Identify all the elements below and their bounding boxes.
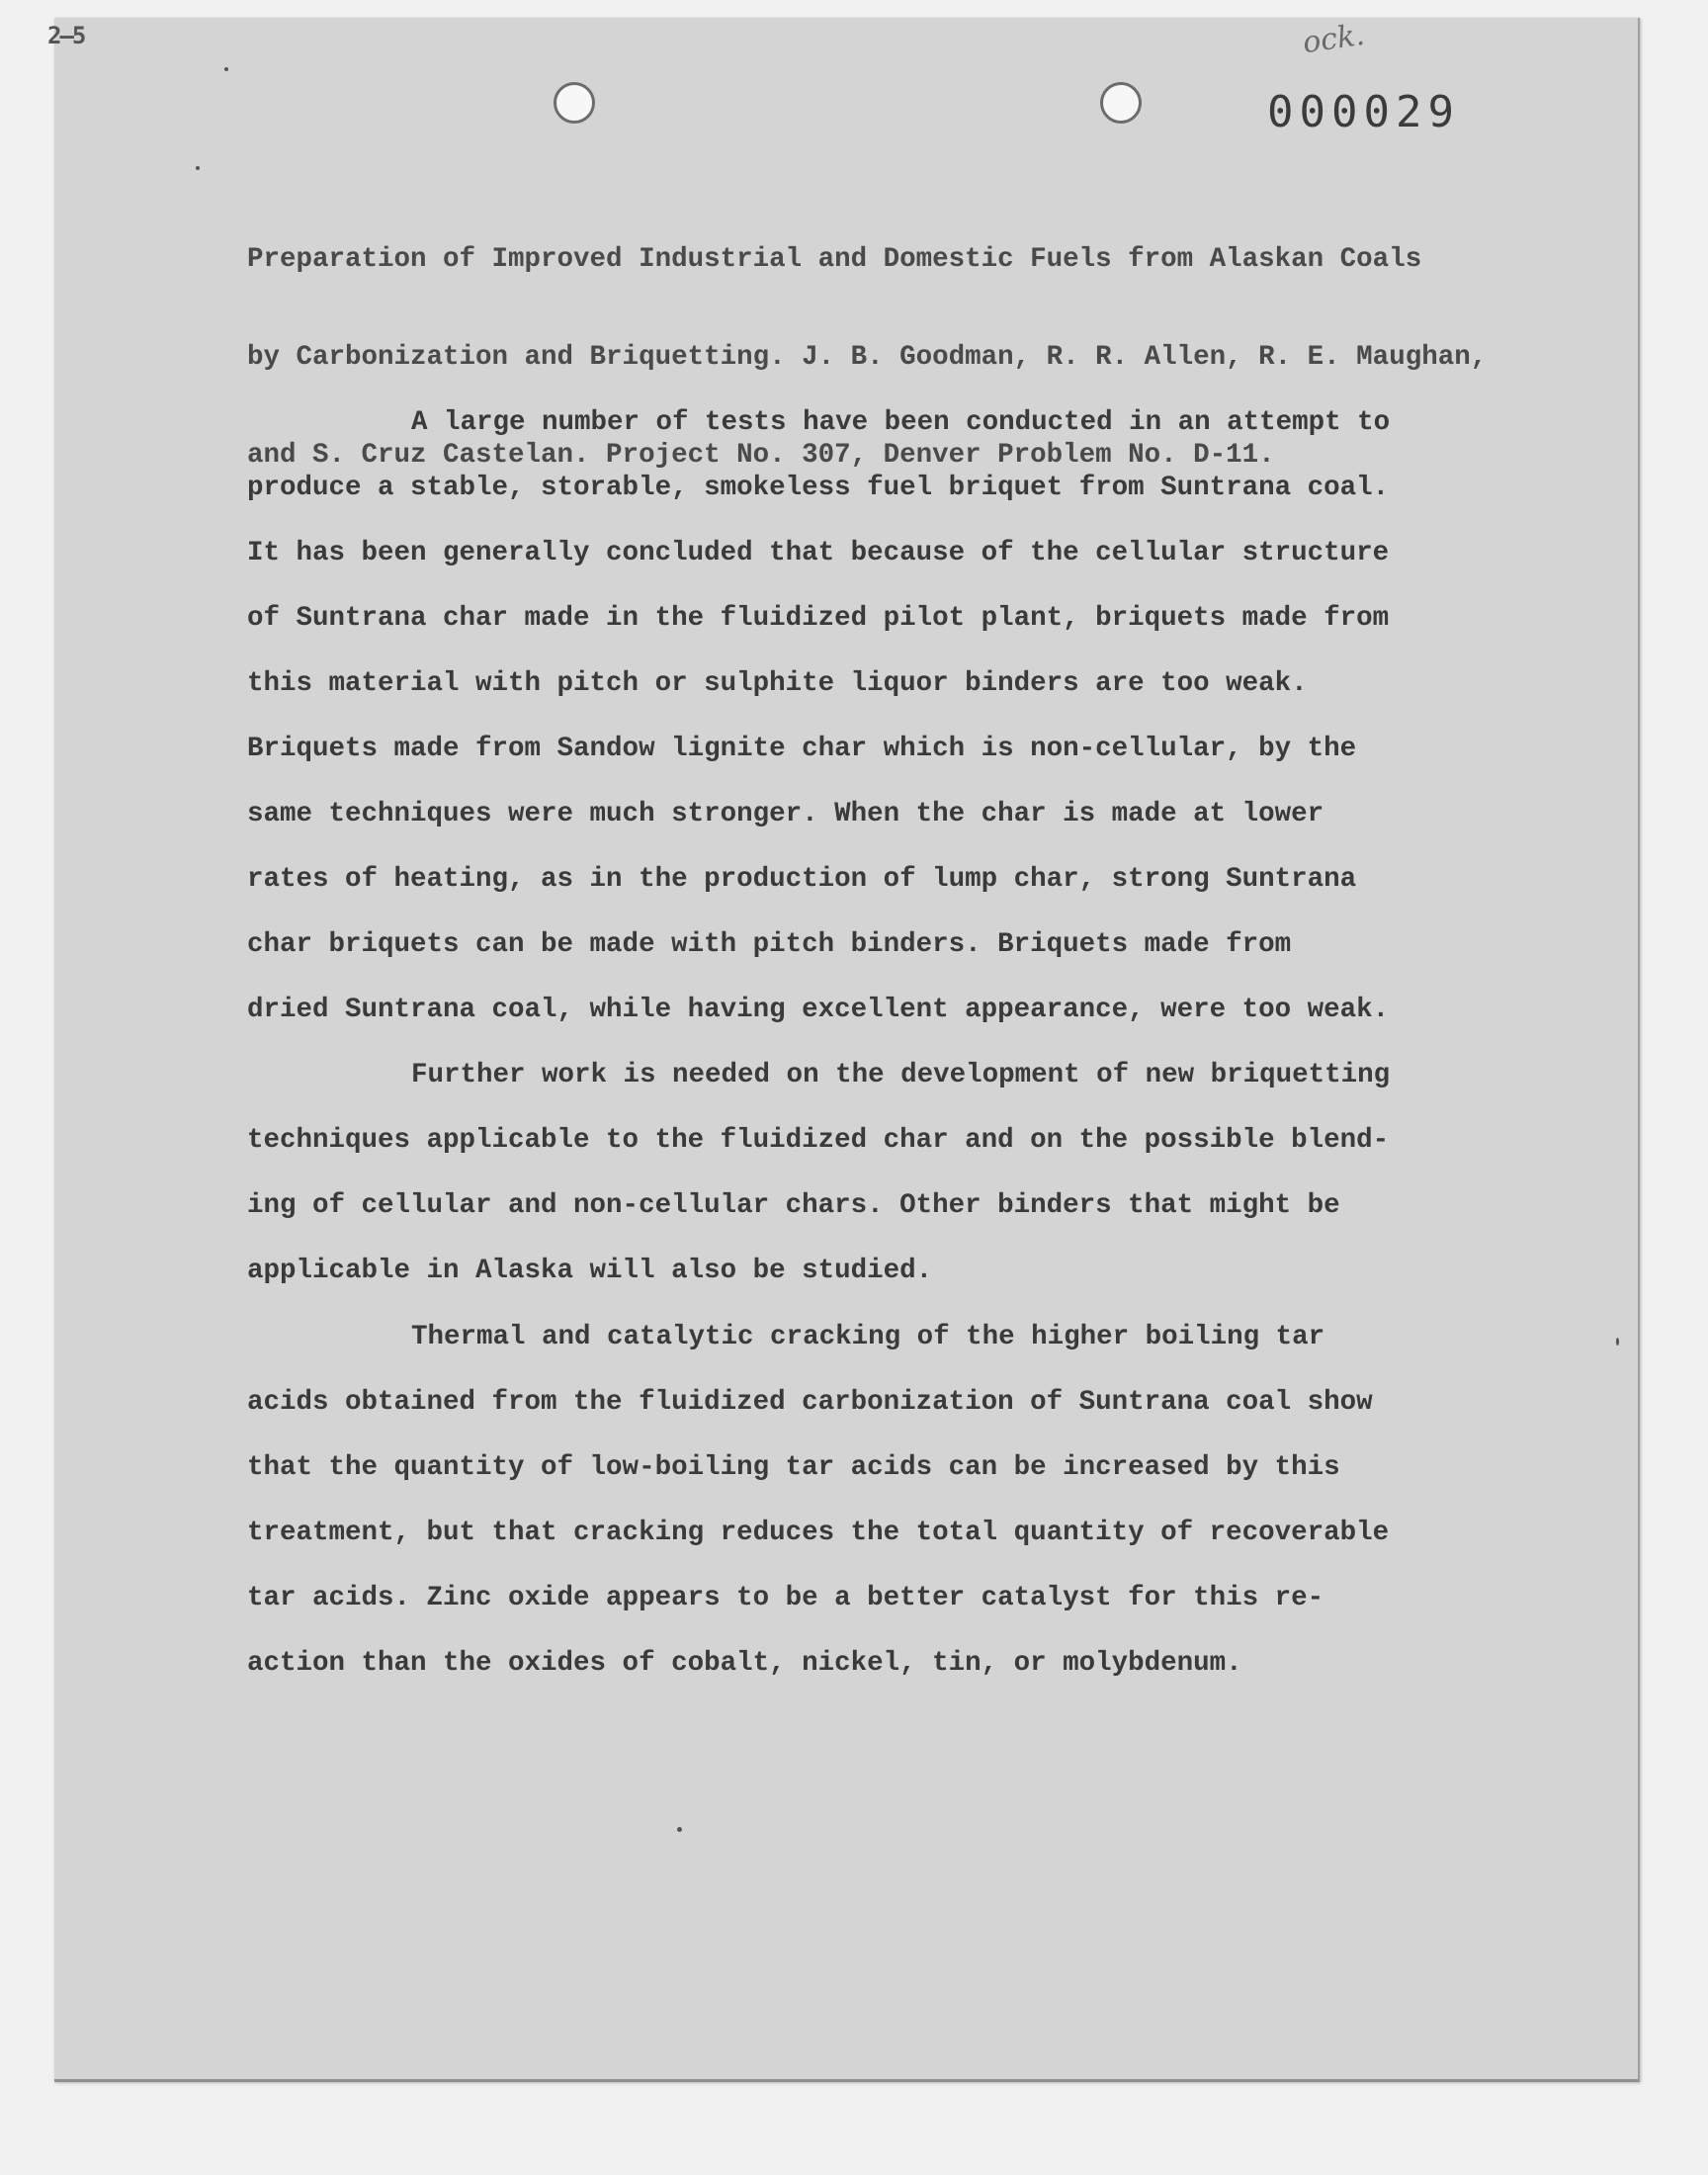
paper-speck [196,166,200,170]
margin-mark: 2—5 [47,22,85,49]
punch-hole-right [1100,82,1142,124]
paragraph-line: produce a stable, storable, smokeless fuel briquet from Suntrana coal. [247,473,1390,503]
paragraph-line: that the quantity of low-boiling tar acids can be increased by this [247,1452,1340,1483]
paragraph-line: same techniques were much stronger. When the char is made at lower [247,799,1324,829]
paragraph-line: Further work is needed on the development of new briquetting [411,1060,1391,1090]
paragraph-line: Briquets made from Sandow lignite char which is non-cellular, by the [247,734,1357,764]
body-paragraph-2 [247,1043,1493,1304]
paper-speck [1616,1338,1619,1346]
paper-speck [677,1827,682,1832]
paragraph-line: A large number of tests have been conducted in an attempt to [411,407,1391,438]
paragraph-line: techniques applicable to the fluidized char and on the possible blend- [247,1125,1390,1156]
citation-line: Preparation of Improved Industrial and Domestic Fuels from Alaskan Coals [247,244,1422,275]
paragraph-line: ing of cellular and non-cellular chars. Other binders that might be [247,1190,1340,1221]
paragraph-line: dried Suntrana coal, while having excellent appearance, were too weak. [247,995,1390,1025]
citation-line: by Carbonization and Briquetting. J. B. Goodman, R. R. Allen, R. E. Maughan, [247,342,1488,373]
paragraph-line: this material with pitch or sulphite liquor binders are too weak. [247,668,1308,699]
paragraph-line: tar acids. Zinc oxide appears to be a better catalyst for this re- [247,1583,1324,1613]
punch-hole-left [554,82,595,124]
handwritten-note: ock. [1300,17,1367,61]
paper-speck [224,67,228,71]
paragraph-line: char briquets can be made with pitch binders. Briquets made from [247,929,1292,960]
paragraph-line: It has been generally concluded that because of the cellular structure [247,538,1390,568]
paragraph-line: Thermal and catalytic cracking of the higher boiling tar [411,1322,1325,1352]
paragraph-line: of Suntrana char made in the fluidized pilot plant, briquets made from [247,603,1390,634]
paragraph-line: rates of heating, as in the production of lump char, strong Suntrana [247,864,1357,895]
body-paragraph-1 [247,391,1493,1043]
page-number: 000029 [1267,87,1460,137]
paragraph-line: action than the oxides of cobalt, nickel, tin, or molybdenum. [247,1648,1242,1679]
body-paragraph-3 [247,1305,1493,1696]
paragraph-line: acids obtained from the fluidized carbonization of Suntrana coal show [247,1387,1373,1418]
paragraph-line: applicable in Alaska will also be studied. [247,1256,933,1286]
paragraph-line: treatment, but that cracking reduces the total quantity of recoverable [247,1518,1390,1548]
citation-line: and S. Cruz Castelan. Project No. 307, Denver Problem No. D-11. [247,440,1275,471]
